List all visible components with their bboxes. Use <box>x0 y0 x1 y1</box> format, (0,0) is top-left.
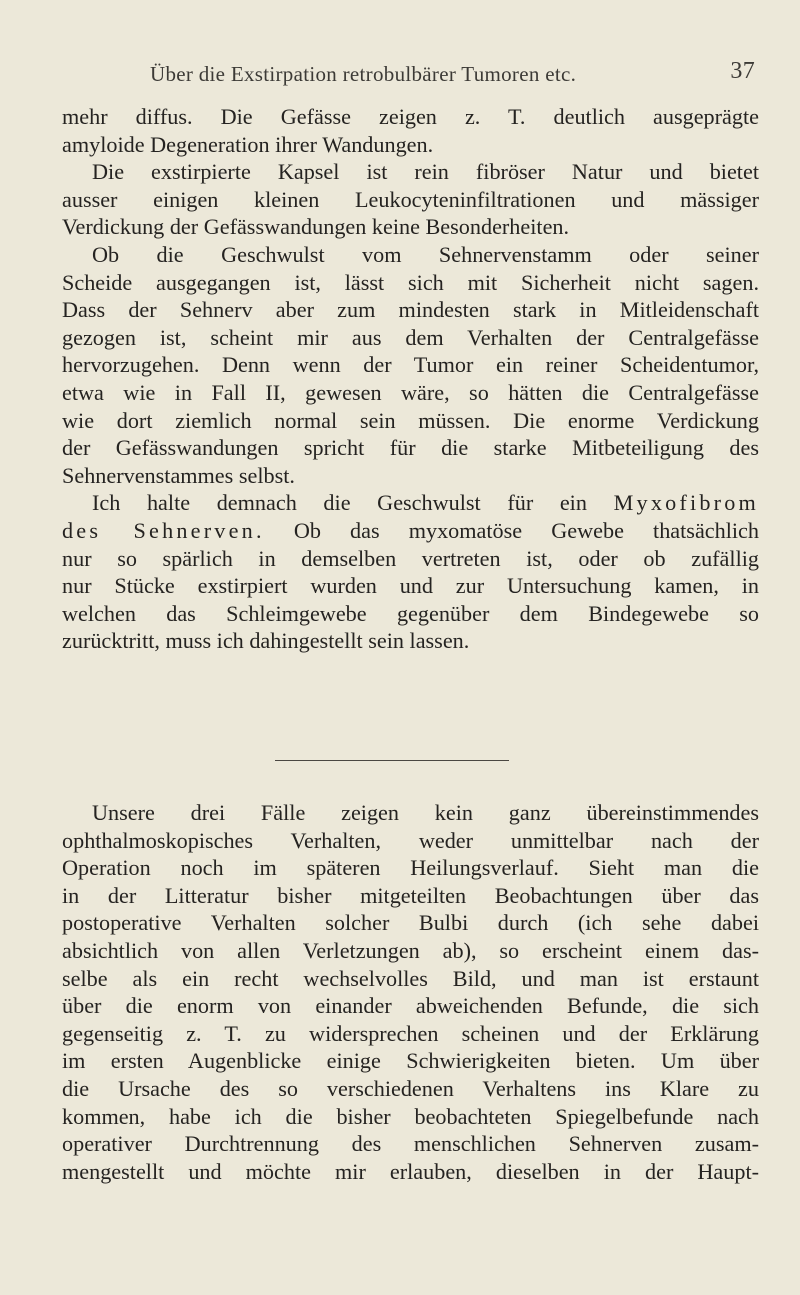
text-line: die Ursache des so verschiedenen Verhaltens ins Klare zu <box>62 1075 759 1101</box>
page-number: 37 <box>730 58 755 84</box>
text-line: ausser einigen kleinen Leukocyteninfiltrationen und mässiger <box>62 186 759 212</box>
text-line: Verdickung der Gefässwandungen keine Besonderheiten. <box>62 214 570 240</box>
text-line: welchen das Schleimgewebe gegenüber dem Bindegewebe so <box>62 600 759 626</box>
text-fragment: Ob das myxomatöse Gewebe thatsächlich <box>293 517 759 543</box>
text-line: Unsere drei Fälle zeigen kein ganz übereinstimmendes <box>92 800 759 825</box>
section-2-text <box>62 799 759 1185</box>
text-line: nur Stücke exstirpiert wurden und zur Untersuchung kamen, in <box>62 573 759 599</box>
text-line: Operation noch im späteren Heilungsverlauf. Sieht man die <box>62 855 759 881</box>
section-divider <box>275 760 509 761</box>
text-line: selbe als ein recht wechselvolles Bild, und man ist erstaunt <box>62 965 759 991</box>
text-line: im ersten Augenblicke einige Schwierigkeiten bieten. Um über <box>62 1048 759 1074</box>
text-line: ophthalmoskopisches Verhalten, weder unmittelbar nach der <box>62 827 759 853</box>
text-line: operativer Durchtrennung des menschlichen Sehnerven zusam- <box>62 1131 759 1157</box>
spaced-term: des Sehnerven. <box>62 517 265 543</box>
text-line: amyloide Degeneration ihrer Wandungen. <box>62 131 434 157</box>
text-line: Ob die Geschwulst vom Sehnervenstamm oder seiner <box>92 241 759 267</box>
text-line: in der Litteratur bisher mitgeteilten Beobachtungen über das <box>62 882 759 908</box>
text-line: Die exstirpierte Kapsel ist rein fibröser Natur und bietet <box>92 159 759 185</box>
text-line: postoperative Verhalten solcher Bulbi durch (ich sehe dabei <box>62 910 759 936</box>
text-line: wie dort ziemlich normal sein müssen. Die enorme Verdickung <box>62 407 759 433</box>
section-1-text <box>62 103 759 655</box>
text-line: der Gefässwandungen spricht für die starke Mitbeteiligung des <box>62 435 759 461</box>
text-line: Dass der Sehnerv aber zum mindesten stark in Mitleidenschaft <box>62 297 759 323</box>
text-line: mengestellt und möchte mir erlauben, dieselben in der Haupt- <box>62 1158 759 1184</box>
text-line <box>62 489 759 517</box>
text-line: über die enorm von einander abweichenden Befunde, die sich <box>62 993 759 1019</box>
text-line: mehr diffus. Die Gefässe zeigen z. T. deutlich ausgeprägte <box>62 104 759 129</box>
text-line: nur so spärlich in demselben vertreten ist, oder ob zufällig <box>62 545 759 571</box>
text-line <box>62 517 759 545</box>
spaced-term: Myxofibrom <box>613 490 759 516</box>
text-line: gegenseitig z. T. zu widersprechen scheinen und der Erklärung <box>62 1020 759 1046</box>
text-line: etwa wie in Fall II, gewesen wäre, so hätten die Centralgefässe <box>62 379 759 405</box>
text-line: zurücktritt, muss ich dahingestellt sein lassen. <box>62 628 470 654</box>
text-line: gezogen ist, scheint mir aus dem Verhalten der Centralgefässe <box>62 324 759 350</box>
text-line: absichtlich von allen Verletzungen ab), so erscheint einem das- <box>62 937 759 963</box>
text-line: kommen, habe ich die bisher beobachteten Spiegelbefunde nach <box>62 1103 759 1129</box>
running-head <box>150 54 755 94</box>
text-fragment: Ich halte demnach die Geschwulst für ein <box>92 490 587 516</box>
text-line: Scheide ausgegangen ist, lässt sich mit Sicherheit nicht sagen. <box>62 269 759 295</box>
text-line: hervorzugehen. Denn wenn der Tumor ein reiner Scheidentumor, <box>62 352 759 378</box>
text-line: Sehnervenstammes selbst. <box>62 462 295 488</box>
running-head-title: Über die Exstirpation retrobulbärer Tumoren etc. <box>150 62 577 86</box>
